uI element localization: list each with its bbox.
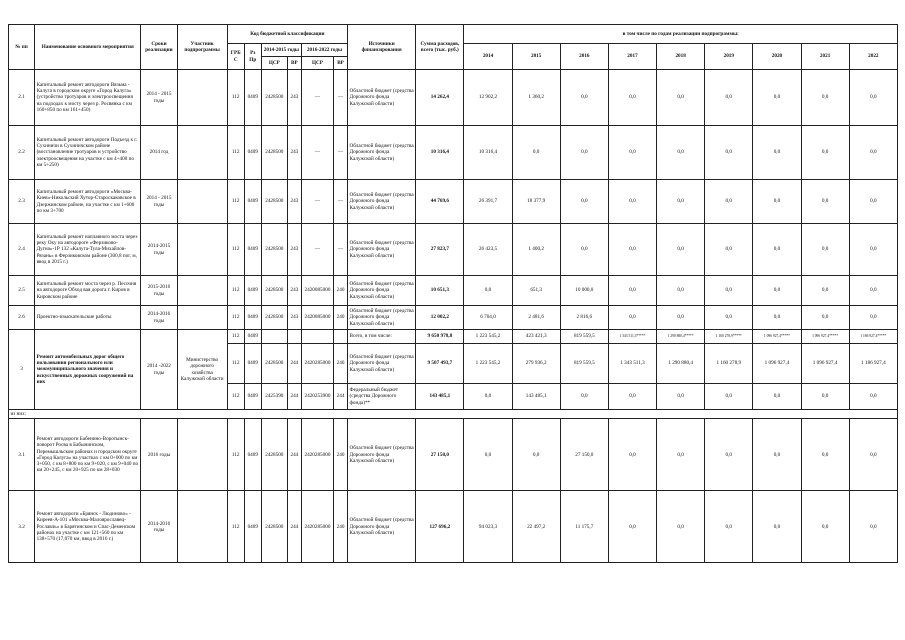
table-row <box>9 224 898 276</box>
row-source: Всего, в том числе: <box>348 330 416 344</box>
row-num: 2.2 <box>9 126 35 180</box>
row-participant <box>177 306 227 330</box>
row-grbs: 112 <box>227 330 244 344</box>
header-grbs: ГРБС <box>227 44 244 70</box>
row-rzpr: 0409 <box>244 224 261 276</box>
row-year-value: 11 175,7 <box>560 491 608 563</box>
row-total: 27 150,0 <box>416 419 464 491</box>
row-source: Областной бюджет (средства Дорожного фонда Калужской области) <box>348 180 416 224</box>
header-period1: 2014-2015 годы <box>261 44 301 57</box>
row-vr2: — <box>333 180 347 224</box>
row-total: 10 316,4 <box>416 126 464 180</box>
row-term: 2015-2016 годы <box>141 276 177 306</box>
header-year: 2022 <box>849 44 897 70</box>
row-year-value: 26 423,5 <box>464 224 512 276</box>
row-year-value: 0,0 <box>512 419 560 491</box>
row-vr2: 244 <box>333 384 347 410</box>
row-year-value: 0,0 <box>801 126 849 180</box>
row-total: 12 002,2 <box>416 306 464 330</box>
row-year-value: 1 096 927,4 <box>801 344 849 384</box>
row-rzpr: 0409 <box>244 276 261 306</box>
row-year-value: 1 223 545,2 <box>464 344 512 384</box>
header-term: Сроки реализации <box>141 25 177 70</box>
row-csr2: 2420085000 <box>301 276 333 306</box>
row-year-value: 0,0 <box>464 419 512 491</box>
table-row <box>9 306 898 330</box>
row-year-value: 0,0 <box>657 180 705 224</box>
row-vr2: 240 <box>333 276 347 306</box>
table-row <box>9 491 898 563</box>
row-term: 2014 год <box>141 126 177 180</box>
header-year: 2014 <box>464 44 512 70</box>
row-participant <box>177 419 227 491</box>
row-year-value: 0,0 <box>705 224 753 276</box>
row-csr2: — <box>301 224 333 276</box>
header-vr: ВР <box>287 57 301 70</box>
row-year-value: 0,0 <box>608 180 656 224</box>
row-year-value: 10 316,4 <box>464 126 512 180</box>
row-num: 2.3 <box>9 180 35 224</box>
row-vr1 <box>287 330 301 344</box>
row-vr2: 240 <box>333 491 347 563</box>
row-csr1: 2425390 <box>261 384 287 410</box>
row-grbs: 112 <box>227 180 244 224</box>
row-year-value: 0,0 <box>801 384 849 410</box>
row-name: Проектно-изыскательские работы <box>35 306 141 330</box>
row-year-value: 1 096 927,4***** <box>753 330 801 344</box>
row-year-value: 26 391,7 <box>464 180 512 224</box>
row-csr1 <box>261 330 287 344</box>
row-year-value: 2 481,6 <box>512 306 560 330</box>
row-csr2: 2420253900 <box>301 384 333 410</box>
row-grbs: 112 <box>227 126 244 180</box>
row-year-value: 0,0 <box>608 419 656 491</box>
row-year-value: 0,0 <box>608 70 656 126</box>
row-year-value: 0,0 <box>849 70 897 126</box>
row-rzpr: 0409 <box>244 126 261 180</box>
row-year-value: 0,0 <box>464 276 512 306</box>
row-year-value: 1 400,2 <box>512 224 560 276</box>
row-grbs: 112 <box>227 491 244 563</box>
row-rzpr: 0409 <box>244 330 261 344</box>
row-year-value: 0,0 <box>753 224 801 276</box>
row-year-value: 1 290 880,4 <box>657 344 705 384</box>
row-year-value: 0,0 <box>753 491 801 563</box>
row-year-value: 0,0 <box>560 126 608 180</box>
row-year-value: 0,0 <box>608 126 656 180</box>
row-source: Областной бюджет (средства Дорожного фонда Калужской области) <box>348 491 416 563</box>
row-rzpr: 0409 <box>244 70 261 126</box>
header-by-year: в том числе по годам реализации подпрограммы: <box>464 25 898 44</box>
row-csr2: 2420085000 <box>301 306 333 330</box>
row-year-value: 22 497,2 <box>512 491 560 563</box>
row-csr2: 2420285000 <box>301 491 333 563</box>
row-year-value: 1 223 545,2 <box>464 330 512 344</box>
program-table <box>8 24 898 563</box>
row-num: 2.6 <box>9 306 35 330</box>
table-row <box>9 419 898 491</box>
row-vr1: 244 <box>287 384 301 410</box>
row-year-value: 0,0 <box>849 419 897 491</box>
row-grbs: 112 <box>227 419 244 491</box>
row-rzpr: 0409 <box>244 419 261 491</box>
row-year-value: 0,0 <box>801 276 849 306</box>
row-year-value: 6 704,0 <box>464 306 512 330</box>
row-year-value: 0,0 <box>657 384 705 410</box>
row-year-value: 2 816,6 <box>560 306 608 330</box>
row-year-value: 0,0 <box>657 491 705 563</box>
header-num: № пп <box>9 25 35 70</box>
table-row <box>9 70 898 126</box>
row-year-value: 819 559,5 <box>560 344 608 384</box>
row-name: Капитальный ремонт автодороги Подъезд к г. Сухиничи в Сухиничском районе (восстановление тротуаров и устройство электроосвещения на участке с км 4+400 по км 5+250) <box>35 126 141 180</box>
row-csr1: 2428500 <box>261 419 287 491</box>
row-year-value: 1 096 927,4***** <box>801 330 849 344</box>
row-year-value: 0,0 <box>608 224 656 276</box>
header-year: 2020 <box>753 44 801 70</box>
row-vr1: 244 <box>287 344 301 384</box>
row-year-value: 0,0 <box>849 491 897 563</box>
row-year-value: 12 902,2 <box>464 70 512 126</box>
header-csr: ЦСР <box>261 57 287 70</box>
row-participant <box>177 224 227 276</box>
row-rzpr: 0409 <box>244 306 261 330</box>
row-year-value: 1 186 927,4***** <box>849 330 897 344</box>
row-total: 14 262,4 <box>416 70 464 126</box>
row-rzpr: 0409 <box>244 491 261 563</box>
row-source: Областной бюджет (средства Дорожного фонда Калужской области) <box>348 70 416 126</box>
row-year-value: 94 023,3 <box>464 491 512 563</box>
row-term: 2016 годы <box>141 419 177 491</box>
row-year-value: 0,0 <box>849 384 897 410</box>
row-name: Капитальный ремонт автодороги Вязьма - Калуга в городском округе «Город Калуга» (устройство тротуаров и электроосвещения на подходах к мосту через р. Росвянка с км 160+850 по км 161+450) <box>35 70 141 126</box>
row-year-value: 0,0 <box>849 276 897 306</box>
header-name: Наименование основного мероприятия <box>35 25 141 70</box>
table-row <box>9 276 898 306</box>
row-year-value: 1 343 511,3 <box>608 344 656 384</box>
row-year-value: 0,0 <box>753 419 801 491</box>
row-year-value: 0,0 <box>849 180 897 224</box>
row-vr1: 243 <box>287 126 301 180</box>
row-num: 2.1 <box>9 70 35 126</box>
row-year-value: 0,0 <box>608 491 656 563</box>
row-vr2 <box>333 330 347 344</box>
row-source: Федеральный бюджет (средства Дорожного фонда)** <box>348 384 416 410</box>
row-year-value: 0,0 <box>753 306 801 330</box>
header-vr: ВР <box>333 57 347 70</box>
row-total: 9 650 978,8 <box>416 330 464 344</box>
header-year: 2017 <box>608 44 656 70</box>
row-year-value: 0,0 <box>753 70 801 126</box>
table-row <box>9 180 898 224</box>
row-year-value: 423 421,3 <box>512 330 560 344</box>
row-vr1: 243 <box>287 306 301 330</box>
header-year: 2015 <box>512 44 560 70</box>
row-year-value: 0,0 <box>608 276 656 306</box>
row-vr2: — <box>333 70 347 126</box>
row-name: Капитальный ремонт моста через р. Песочня на автодороге Обход вая дорога г. Киров в Кировском районе <box>35 276 141 306</box>
row-year-value: 0,0 <box>705 126 753 180</box>
row-name: Ремонт автодороги «Брянск - Людиново» - Киреев-А-101 «Москва-Малоярославец-Рославль» в Барятинском и Спас-Деменском районах на участке с км 121+560 по км 138+570 (17,070 км, ввод в 2016 г.) <box>35 491 141 563</box>
row-year-value: 0,0 <box>801 306 849 330</box>
header-year: 2016 <box>560 44 608 70</box>
row-year-value: 0,0 <box>705 419 753 491</box>
row-year-value: 0,0 <box>849 306 897 330</box>
row-csr2: 2420285000 <box>301 344 333 384</box>
row-year-value: 0,0 <box>705 306 753 330</box>
row-source: Областной бюджет (средства Дорожного фонда Калужской области) <box>348 419 416 491</box>
row-vr1: 243 <box>287 224 301 276</box>
row-year-value: 27 150,0 <box>560 419 608 491</box>
row-year-value: 0,0 <box>560 70 608 126</box>
header-year: 2021 <box>801 44 849 70</box>
row-year-value: 1 186 927,4 <box>849 344 897 384</box>
row-year-value: 18 377,9 <box>512 180 560 224</box>
row-year-value: 0,0 <box>608 306 656 330</box>
table-row <box>9 126 898 180</box>
row-year-value: 0,0 <box>657 276 705 306</box>
row-year-value: 0,0 <box>705 70 753 126</box>
row-year-value: 0,0 <box>801 224 849 276</box>
header-csr: ЦСР <box>301 57 333 70</box>
row-vr2: 240 <box>333 344 347 384</box>
subitems-label: из них: <box>9 410 898 419</box>
row-num: 2.4 <box>9 224 35 276</box>
row-rzpr: 0409 <box>244 344 261 384</box>
row-num: 3.2 <box>9 491 35 563</box>
row-term: 2014 - 2015 годы <box>141 70 177 126</box>
row-year-value: 651,3 <box>512 276 560 306</box>
row-source: Областной бюджет (средства Дорожного фонда Калужской области) <box>348 224 416 276</box>
row-year-value: 0,0 <box>608 384 656 410</box>
row-year-value: 0,0 <box>464 384 512 410</box>
row-source: Областной бюджет (средства Дорожного фонда Калужской области) <box>348 276 416 306</box>
row-year-value: 1 160 278,9***** <box>705 330 753 344</box>
row-year-value: 0,0 <box>801 491 849 563</box>
row-csr2: — <box>301 126 333 180</box>
row-year-value: 10 000,0 <box>560 276 608 306</box>
row-year-value: 0,0 <box>753 180 801 224</box>
row-vr2: — <box>333 126 347 180</box>
row-csr1: 2428500 <box>261 344 287 384</box>
row-vr2: 240 <box>333 419 347 491</box>
row-year-value: 0,0 <box>753 126 801 180</box>
row-year-value: 0,0 <box>801 419 849 491</box>
row-year-value: 0,0 <box>560 384 608 410</box>
header-period2: 2016-2022 годы <box>301 44 347 57</box>
row-grbs: 112 <box>227 344 244 384</box>
row-term: 2014-2016 годы <box>141 306 177 330</box>
row-csr2: — <box>301 70 333 126</box>
row-grbs: 112 <box>227 224 244 276</box>
row-year-value: 0,0 <box>657 419 705 491</box>
row-vr1: 243 <box>287 276 301 306</box>
row-total: 127 696,2 <box>416 491 464 563</box>
row-year-value: 0,0 <box>705 180 753 224</box>
row-participant <box>177 180 227 224</box>
row-year-value: 0,0 <box>801 180 849 224</box>
row-total: 10 651,3 <box>416 276 464 306</box>
row-source: Областной бюджет (средства Дорожного фонда Калужской области) <box>348 306 416 330</box>
row-name: Ремонт автомобильных дорог общего пользования регионального или межмуниципального значения и искусственных дорожных сооружений на них <box>35 330 141 410</box>
header-total: Сумма расходов, всего (тыс. руб.) <box>416 25 464 70</box>
row-csr2: — <box>301 180 333 224</box>
row-year-value: 0,0 <box>753 276 801 306</box>
row-term: 2014 - 2015 годы <box>141 180 177 224</box>
row-rzpr: 0409 <box>244 180 261 224</box>
row-name: Ремонт автодороги Бабенино-Воротынск-поворот Росва в Бабынинском, Перемышльском районах и городском округе «Город Калуга» на участках с км 0+000 по км 3+050, с км 8+800 по км 9+020, с км 9+040 по км 20+245, с км 20+925 по км 28+030 <box>35 419 141 491</box>
row-year-value: 143 485,1 <box>512 384 560 410</box>
row-num: 2.5 <box>9 276 35 306</box>
row-grbs: 112 <box>227 276 244 306</box>
row-year-value: 0,0 <box>657 224 705 276</box>
row-csr1: 2428500 <box>261 70 287 126</box>
row-name: Капитальный ремонт автодороги «Москва-Киев»-Никольский Хутор-Староскаковское в Дзержинском районе, на участке с км 1+600 по км 3+700 <box>35 180 141 224</box>
row-year-value: 819 559,5 <box>560 330 608 344</box>
row-vr1: 244 <box>287 419 301 491</box>
row-year-value: 1 290 880,4***** <box>657 330 705 344</box>
row-csr1: 2428500 <box>261 180 287 224</box>
table-row <box>9 330 898 344</box>
row-year-value: 0,0 <box>657 126 705 180</box>
row-year-value: 0,0 <box>801 70 849 126</box>
row-total: 143 485,1 <box>416 384 464 410</box>
row-participant <box>177 126 227 180</box>
row-vr1: 243 <box>287 180 301 224</box>
row-total: 9 507 493,7 <box>416 344 464 384</box>
row-csr1: 2428500 <box>261 276 287 306</box>
header-code-group: Код бюджетной классификации <box>227 25 347 44</box>
row-total: 44 769,6 <box>416 180 464 224</box>
row-year-value: 0,0 <box>705 384 753 410</box>
row-total: 27 823,7 <box>416 224 464 276</box>
row-year-value: 0,0 <box>512 126 560 180</box>
row-year-value: 0,0 <box>657 70 705 126</box>
row-year-value: 0,0 <box>849 224 897 276</box>
row-num: 3 <box>9 330 35 410</box>
row-source: Областной бюджет (средства Дорожного фонда Калужской области) <box>348 126 416 180</box>
row-year-value: 0,0 <box>705 491 753 563</box>
row-source: Областной бюджет (средства Дорожного фонда Калужской области) <box>348 344 416 384</box>
row-num: 3.1 <box>9 419 35 491</box>
row-rzpr: 0409 <box>244 384 261 410</box>
row-year-value: 0,0 <box>657 306 705 330</box>
header-sources: Источники финансирования <box>348 25 416 70</box>
row-term: 2014 -2022 годы <box>141 330 177 410</box>
row-year-value: 1 160 278,9 <box>705 344 753 384</box>
row-csr1: 2428500 <box>261 224 287 276</box>
row-participant <box>177 491 227 563</box>
row-year-value: 0,0 <box>753 384 801 410</box>
header-year: 2018 <box>657 44 705 70</box>
row-csr2 <box>301 330 333 344</box>
row-vr1: 243 <box>287 70 301 126</box>
row-year-value: 1 096 927,4 <box>753 344 801 384</box>
row-participant <box>177 276 227 306</box>
row-csr2: 2420285000 <box>301 419 333 491</box>
row-participant: Министерство дорожного хозяйства Калужской области <box>177 330 227 410</box>
row-year-value: 0,0 <box>849 126 897 180</box>
table-row <box>9 410 898 419</box>
row-vr2: 240 <box>333 306 347 330</box>
row-vr1: 244 <box>287 491 301 563</box>
row-name: Капитальный ремонт наплавного моста через реку Оку на автодороге «Ферзиково-Дугна»-1Р 132 «Калуга-Тула-Михайлов-Рязань» в Ферзиковском районе (300,8 пог. м, ввод в 2015 г.) <box>35 224 141 276</box>
row-year-value: 0,0 <box>705 276 753 306</box>
row-grbs: 112 <box>227 70 244 126</box>
row-year-value: 0,0 <box>560 224 608 276</box>
row-year-value: 1 343 511,3***** <box>608 330 656 344</box>
row-year-value: 1 360,2 <box>512 70 560 126</box>
row-vr2: — <box>333 224 347 276</box>
header-year: 2019 <box>705 44 753 70</box>
row-csr1: 2428500 <box>261 306 287 330</box>
row-year-value: 0,0 <box>560 180 608 224</box>
row-csr1: 2428500 <box>261 491 287 563</box>
header-rzpr: Рз Пр <box>244 44 261 70</box>
row-year-value: 279 936,2 <box>512 344 560 384</box>
row-grbs: 112 <box>227 306 244 330</box>
header-participant: Участник подпрограммы <box>177 25 227 70</box>
row-term: 2014-2015 годы <box>141 224 177 276</box>
row-csr1: 2428500 <box>261 126 287 180</box>
row-term: 2014-2016 годы <box>141 491 177 563</box>
row-participant <box>177 70 227 126</box>
row-grbs: 112 <box>227 384 244 410</box>
